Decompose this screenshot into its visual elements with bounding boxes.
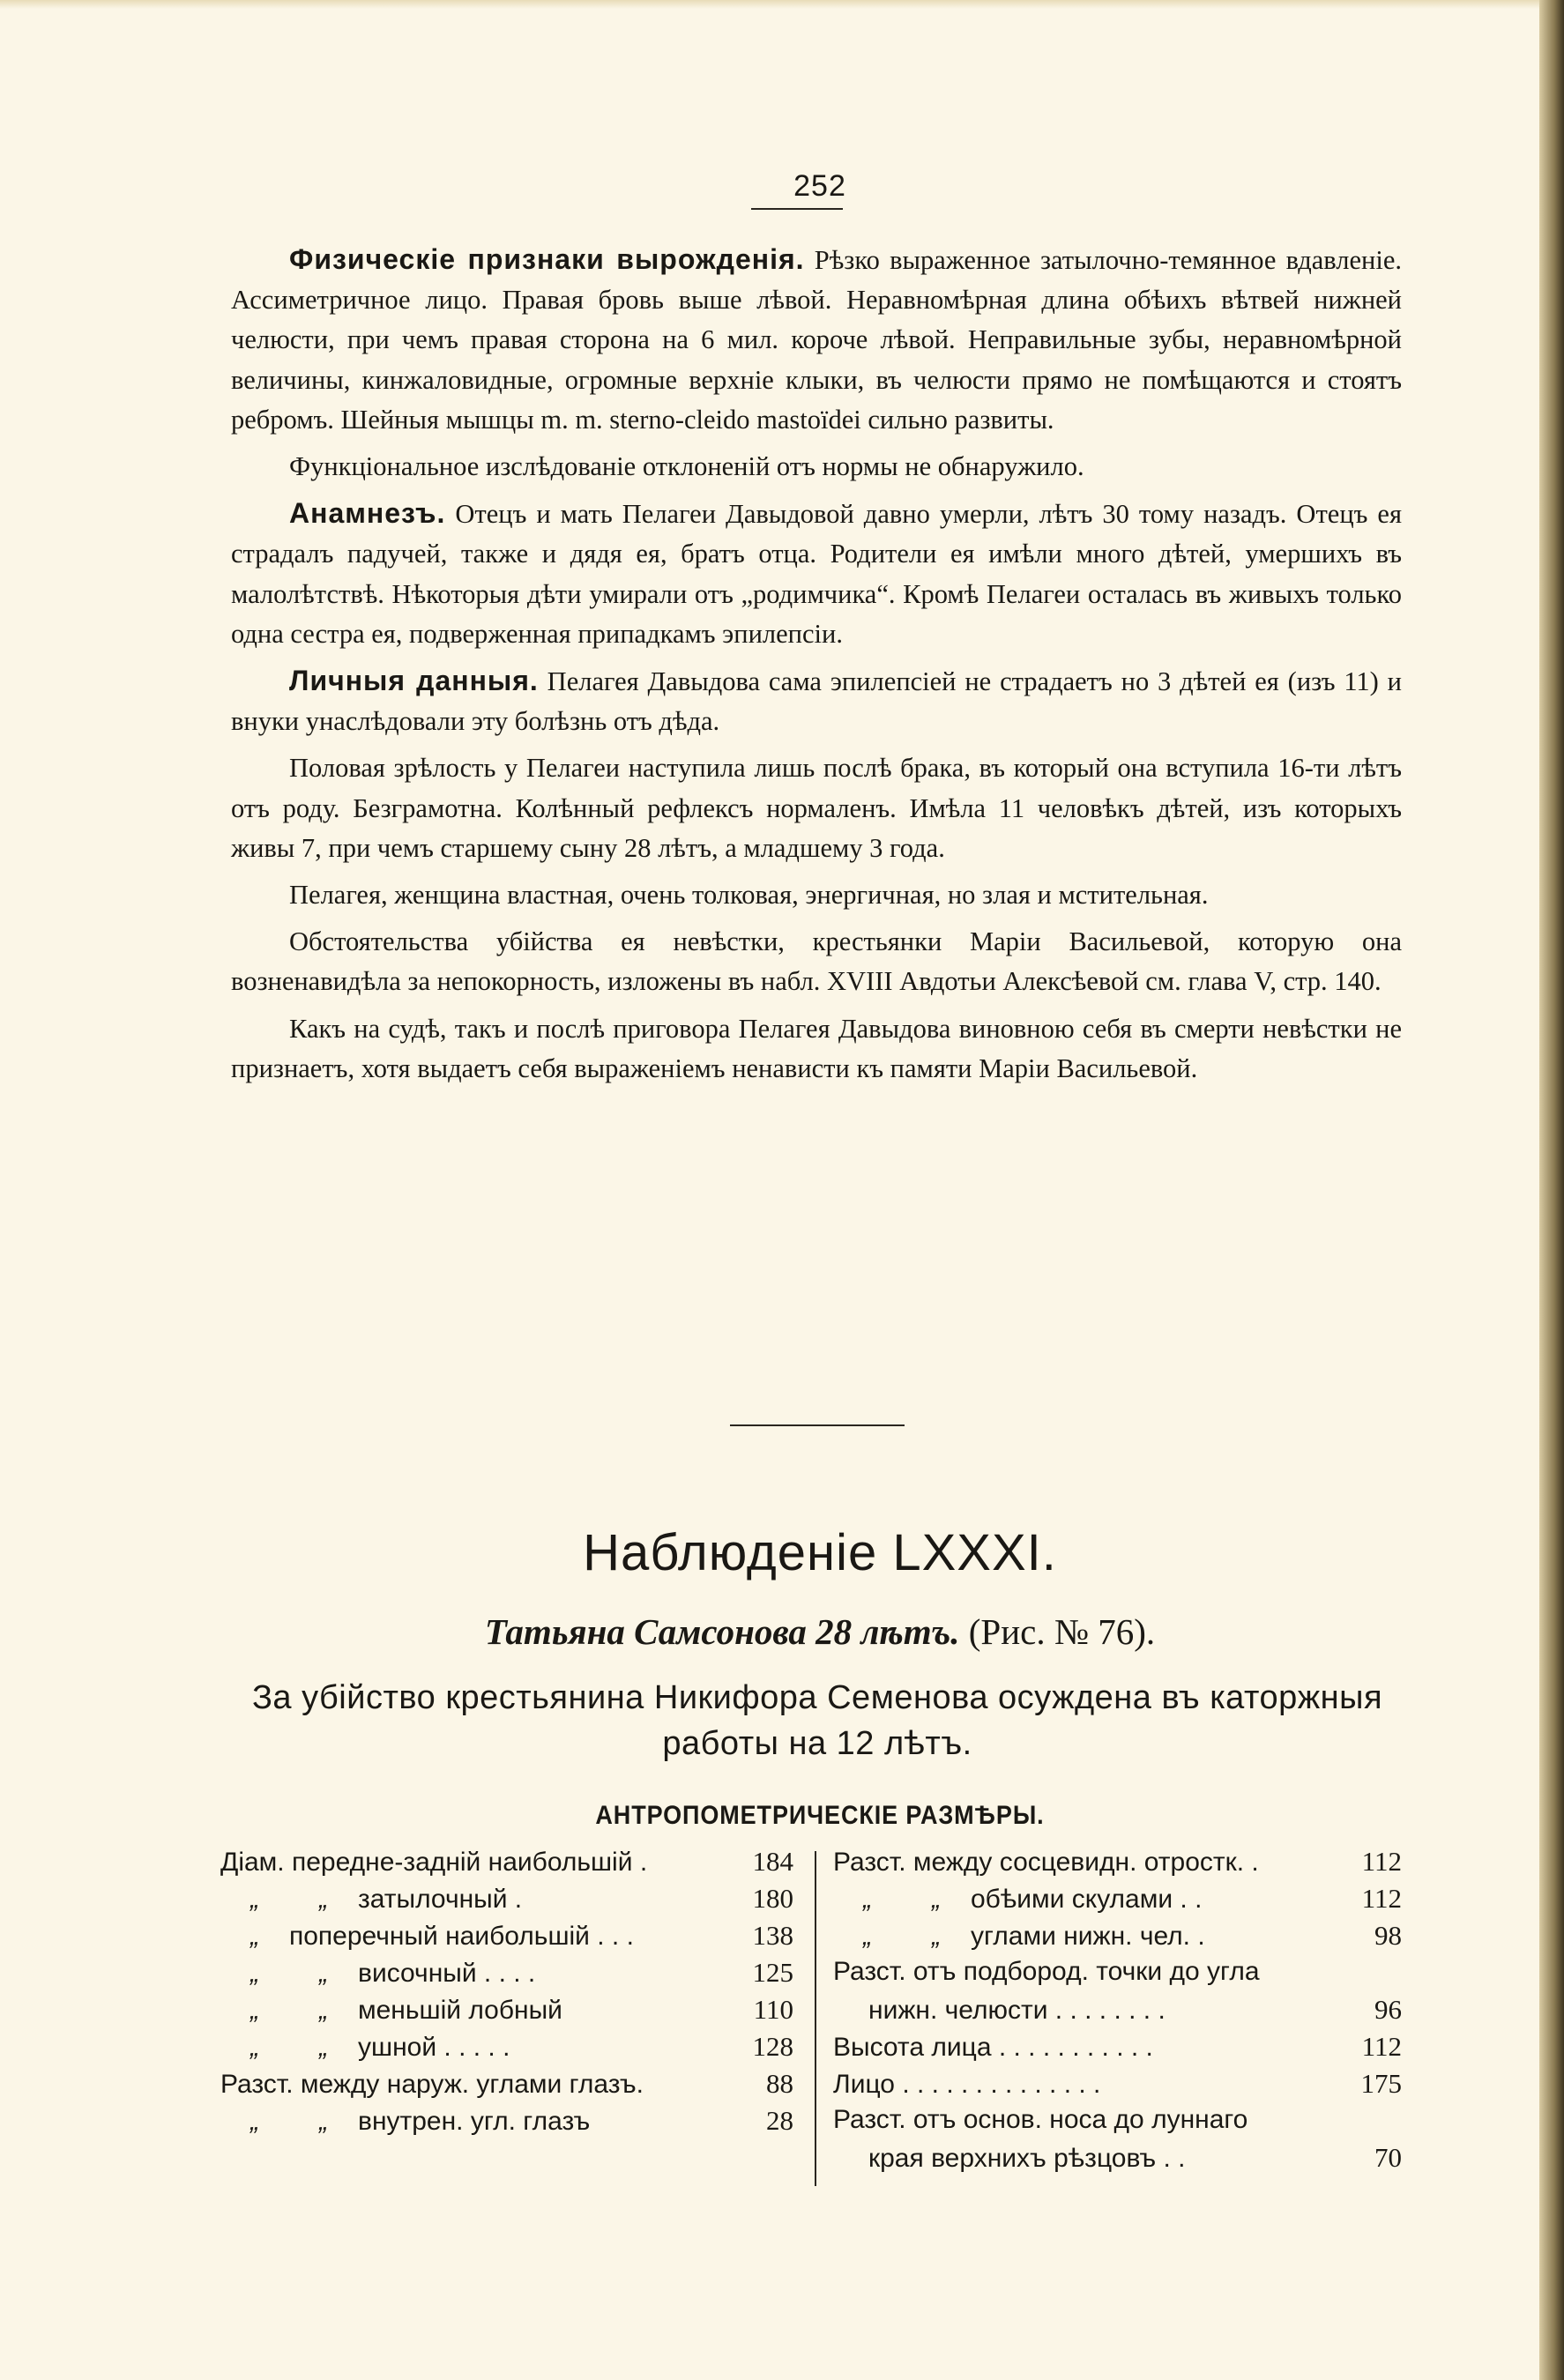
measurement-row xyxy=(220,1883,793,1920)
observation-description: За убійство крестьянина Никифора Семенова осуждена въ каторжныя работы на 12 лѣтъ. xyxy=(251,1679,1383,1762)
measurement-value: 96 xyxy=(1374,1994,1402,2025)
measurement-prefix: Высота xyxy=(833,2033,925,2062)
ditto-mark: „ xyxy=(932,1885,941,1914)
measurement-prefix: Лицо xyxy=(833,2070,895,2099)
anthropometry-right-column xyxy=(833,1846,1402,2179)
measurement-label xyxy=(833,1848,1345,1878)
body-text xyxy=(231,240,1402,1096)
paragraph-text: Какъ на судѣ, такъ и послѣ приговора Пелагея Давыдова виновною себя въ смерти невѣстки не признаетъ, хотя выдаетъ себя выраженіемъ ненависти къ памяти Маріи Васильевой. xyxy=(231,1013,1402,1083)
paragraph xyxy=(231,1009,1402,1089)
measurement-value: 112 xyxy=(1361,1883,1402,1914)
ditto-mark: „ xyxy=(932,1922,941,1951)
measurement-row xyxy=(220,2031,793,2068)
observation-title: Наблюденіе LXXXI. xyxy=(583,1524,1057,1581)
measurement-text: внутрен. угл. глазъ xyxy=(358,2107,591,2136)
ditto-mark: „ xyxy=(250,1959,259,1988)
page-binding-edge xyxy=(1539,0,1564,2380)
paragraph-text: Пелагея Давыдова сама эпилепсіей не страдаетъ но 3 дѣтей ея (изъ 11) и внуки унаслѣдовали эту болѣзнь отъ дѣда. xyxy=(231,666,1403,737)
measurement-prefix: Разст. xyxy=(833,2105,906,2134)
measurement-text: нижн. челюсти . . . . . . . . xyxy=(868,1996,1166,2025)
measurement-text: лица . . . . . . . . . . . xyxy=(931,2033,1153,2062)
column-divider xyxy=(815,1851,816,2186)
measurement-prefix: Разст. xyxy=(220,2070,294,2099)
measurement-prefix: Разст. xyxy=(833,1957,906,1986)
measurement-label xyxy=(220,1959,737,1989)
measurement-row xyxy=(220,1920,793,1957)
measurement-row xyxy=(833,2142,1402,2179)
paragraph xyxy=(231,494,1402,654)
paragraph xyxy=(231,748,1402,868)
measurement-text: между наруж. углами глазъ. xyxy=(300,2070,644,2099)
measurement-value: 128 xyxy=(752,2031,793,2062)
measurement-label xyxy=(833,1922,1345,1952)
measurement-label xyxy=(833,2144,1345,2174)
measurement-value: 88 xyxy=(766,2068,793,2099)
measurement-row xyxy=(833,2068,1402,2105)
paragraph-text: Половая зрѣлость у Пелагеи наступила лишь послѣ брака, въ который она вступила 16-ти лѣтъ отъ роду. Безграмотна. Колѣнный рефлексъ нормаленъ. Имѣла 11 человѣкъ дѣтей, изъ которыхъ живы 7, при чемъ старшему сыну 28 лѣтъ, а младшему 3 года. xyxy=(231,753,1402,863)
measurement-value: 125 xyxy=(752,1957,793,1988)
ditto-mark: „ xyxy=(319,2107,328,2136)
measurement-text: затылочный . xyxy=(358,1885,523,1914)
subject-name: Татьяна Самсонова 28 лѣтъ. xyxy=(484,1611,960,1652)
paragraph-text: Рѣзко выраженное затылочно-темянное вдавленіе. Ассиметричное лицо. Правая бровь выше лѣвой. Неравномѣрная длина обѣихъ вѣтвей нижней челюсти, при чемъ правая сторона на 6 мил. короче лѣвой. Неправильные зубы, неравномѣрной величины, кинжаловидные, огромные верхніе клыки, въ челюсти прямо не помѣщаются и стоятъ ребромъ. Шейныя мышцы m. m. sterno-cleido mastoïdei сильно развиты. xyxy=(231,245,1403,435)
measurement-text: . . . . . . . . . . . . . . xyxy=(902,2070,1101,2099)
measurement-label xyxy=(220,2070,737,2100)
measurement-prefix: Діам. xyxy=(220,1848,285,1877)
measurement-label xyxy=(220,1848,737,1878)
measurement-text: передне-задній наибольшій . xyxy=(291,1848,648,1877)
measurement-row xyxy=(220,1957,793,1994)
page-number-rule xyxy=(751,208,843,210)
paragraph-heading: Физическіе признаки вырожденія. xyxy=(289,243,805,275)
ditto-mark: „ xyxy=(863,1885,872,1914)
ditto-mark: „ xyxy=(319,1996,328,2025)
measurement-text: отъ подбород. точки до угла xyxy=(912,1957,1260,1986)
measurement-row xyxy=(220,1994,793,2031)
paragraph xyxy=(231,661,1402,741)
measurement-value: 112 xyxy=(1361,1846,1402,1877)
ditto-mark: „ xyxy=(250,1922,259,1951)
measurement-value: 110 xyxy=(753,1994,793,2025)
measurement-value: 28 xyxy=(766,2105,793,2136)
anthropometry-left-column xyxy=(220,1846,793,2142)
measurement-text: поперечный наибольшій . . . xyxy=(289,1922,634,1951)
measurement-row xyxy=(220,1846,793,1883)
paragraph xyxy=(231,922,1402,1001)
measurement-row xyxy=(833,1957,1402,1994)
measurement-label xyxy=(833,1885,1345,1915)
measurement-text: углами нижн. чел. . xyxy=(971,1922,1205,1951)
measurement-row xyxy=(833,2031,1402,2068)
ditto-mark: „ xyxy=(319,2033,328,2062)
ditto-mark: „ xyxy=(250,2033,259,2062)
measurement-row xyxy=(833,1883,1402,1920)
paragraph-text: Обстоятельства убійства ея невѣстки, крестьянки Маріи Васильевой, которую она возненавидѣла за непокорность, изложены въ набл. XVIII Авдотьи Алексѣевой см. глава V, стр. 140. xyxy=(231,926,1402,997)
ditto-mark: „ xyxy=(250,1885,259,1914)
paragraph xyxy=(231,240,1402,440)
paragraph-text: Отецъ и мать Пелагеи Давыдовой давно умерли, лѣтъ 30 тому назадъ. Отецъ ея страдалъ падучей, также и дядя ея, братъ отца. Родители ея имѣли много дѣтей, умершихъ въ малолѣтствѣ. Нѣкоторыя дѣти умирали отъ „родимчика“. Кромѣ Пелагеи осталась въ живыхъ только одна сестра ея, подверженная припадкамъ эпилепсіи. xyxy=(231,499,1402,649)
measurement-value: 112 xyxy=(1361,2031,1402,2062)
measurement-label xyxy=(833,2070,1345,2100)
ditto-mark: „ xyxy=(250,1996,259,2025)
paragraph-heading: Личныя данныя. xyxy=(289,665,539,697)
measurement-prefix: Разст. xyxy=(833,1848,906,1877)
measurement-row xyxy=(833,1920,1402,1957)
paragraph-heading: Анамнезъ. xyxy=(289,497,446,530)
measurement-text: обѣими скулами . . xyxy=(971,1885,1203,1914)
figure-reference: (Рис. № 76). xyxy=(968,1611,1156,1652)
paragraph-text: Пелагея, женщина властная, очень толковая, энергичная, но злая и мстительная. xyxy=(289,880,1209,911)
page-top-edge xyxy=(0,0,1564,9)
measurement-label xyxy=(220,1885,737,1915)
ditto-mark: „ xyxy=(863,1922,872,1951)
measurement-text: края верхнихъ рѣзцовъ . . xyxy=(868,2144,1186,2173)
measurement-row xyxy=(220,2105,793,2142)
measurement-label xyxy=(220,2033,737,2063)
measurement-label xyxy=(220,1922,737,1952)
ditto-mark: „ xyxy=(319,1885,328,1914)
measurement-value: 184 xyxy=(752,1846,793,1877)
measurement-label xyxy=(833,2105,1345,2135)
paragraph xyxy=(231,875,1402,915)
measurement-label xyxy=(220,2107,737,2137)
measurement-label xyxy=(833,1957,1345,1987)
ditto-mark: „ xyxy=(250,2107,259,2136)
measurement-value: 175 xyxy=(1360,2068,1402,2099)
measurement-value: 138 xyxy=(752,1920,793,1951)
paragraph-text: Функціональное изслѣдованіе отклоненій отъ нормы не обнаружило. xyxy=(289,451,1084,482)
ditto-mark: „ xyxy=(319,1959,328,1988)
measurement-value: 180 xyxy=(752,1883,793,1914)
observation-subject xyxy=(0,1610,1564,1654)
measurement-label xyxy=(833,1996,1345,2026)
measurement-value: 70 xyxy=(1374,2142,1402,2173)
measurement-text: ушной . . . . . xyxy=(358,2033,510,2062)
measurement-text: между сосцевидн. отростк. . xyxy=(912,1848,1259,1877)
measurement-row xyxy=(833,1994,1402,2031)
measurement-row xyxy=(833,2105,1402,2142)
paragraph xyxy=(231,447,1402,487)
measurement-value: 98 xyxy=(1374,1920,1402,1951)
page-number: 252 xyxy=(793,169,846,203)
measurement-row xyxy=(833,1846,1402,1883)
measurement-label xyxy=(220,1996,737,2026)
section-separator xyxy=(730,1424,905,1426)
measurement-row xyxy=(220,2068,793,2105)
measurement-text: височный . . . . xyxy=(358,1959,536,1988)
measurement-label xyxy=(833,2033,1345,2063)
measurement-text: отъ основ. носа до луннаго xyxy=(912,2105,1248,2134)
anthropometry-heading: АНТРОПОМЕТРИЧЕСКІЕ РАЗМѢРЫ. xyxy=(595,1801,1045,1830)
measurement-text: меньшій лобный xyxy=(358,1996,562,2025)
